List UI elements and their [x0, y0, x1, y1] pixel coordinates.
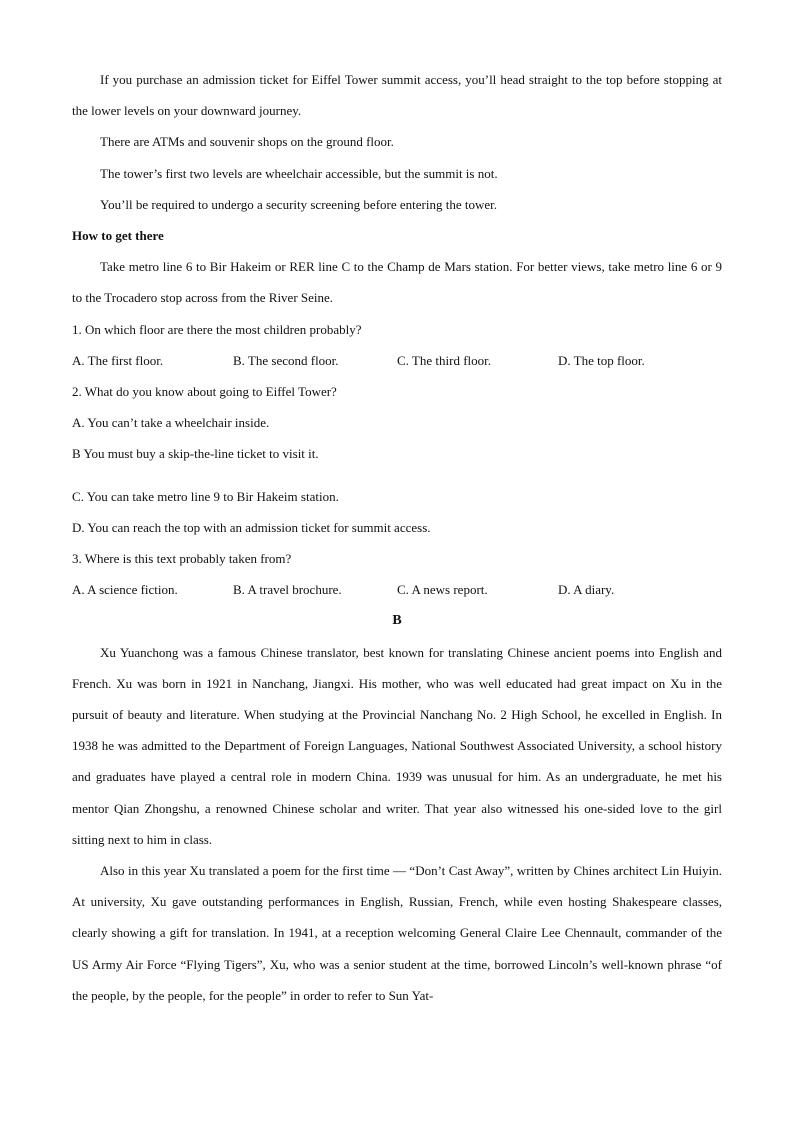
- paragraph-b1-xu-yuanchong: Xu Yuanchong was a famous Chinese translator, best known for translating Chinese ancient poems into English and French. Xu was born in 1921 in Nanchang, Jiangxi. His mother, who was well educated had great impact on Xu in the pursuit of beauty and literature. When studying at the Provincial Nanchang No. 2 High School, he excelled in English. In 1938 he was admitted to the Department of Foreign Languages, National Southwest Associated University, a school history and graduates have played a central role in modern China. 1939 was unusual for him. As an undergraduate, he met his mentor Qian Zhongshu, a renowned Chinese scholar and writer. That year also witnessed his one-sided love to the girl sitting next to him in class.: [72, 644, 722, 847]
- q1-option-b: B. The second floor.: [233, 352, 339, 368]
- q3-option-a: A. A science fiction.: [72, 582, 178, 598]
- paragraph-summit-access: If you purchase an admission ticket for Eiffel Tower summit access, you’ll head straight to the top before stopping at the lower levels on your downward journey.: [72, 72, 722, 119]
- question-2-stem: 2. What do you know about going to Eiffel Tower?: [72, 384, 337, 400]
- q2-option-d: D. You can reach the top with an admission ticket for summit access.: [72, 519, 431, 535]
- q1-option-d: D. The top floor.: [558, 352, 645, 368]
- intro-line-wheelchair: The tower’s first two levels are wheelchair accessible, but the summit is not.: [100, 165, 498, 181]
- question-3-stem: 3. Where is this text probably taken from?: [72, 551, 292, 567]
- heading-how-to-get-there: How to get there: [72, 228, 164, 244]
- spacer: [72, 470, 722, 481]
- q3-option-b: B. A travel brochure.: [233, 582, 342, 598]
- question-3-options: [72, 574, 722, 605]
- q3-option-d: D. A diary.: [558, 582, 615, 598]
- section-b-title: B: [392, 613, 402, 629]
- q2-option-c: C. You can take metro line 9 to Bir Hakeim station.: [72, 488, 339, 504]
- paragraph-how-to-get-there: Take metro line 6 to Bir Hakeim or RER line C to the Champ de Mars station. For better views, take metro line 6 or 9 to the Trocadero stop across from the River Seine.: [72, 259, 722, 306]
- q3-option-c: C. A news report.: [397, 582, 488, 598]
- q1-option-a: A. The first floor.: [72, 352, 164, 368]
- q2-option-a: A. You can’t take a wheelchair inside.: [72, 415, 270, 431]
- question-1-stem: 1. On which floor are there the most children probably?: [72, 321, 362, 337]
- intro-line-atms: There are ATMs and souvenir shops on the ground floor.: [100, 134, 394, 150]
- q2-option-b: B You must buy a skip-the-line ticket to visit it.: [72, 446, 319, 462]
- question-1-options: [72, 345, 722, 376]
- paragraph-b2-translation: Also in this year Xu translated a poem for the first time — “Don’t Cast Away”, written by Chines architect Lin Huiyin. At university, Xu gave outstanding performances in English, Russian, French, while even hosting Shakespeare classes, clearly showing a gift for translation. In 1941, at a reception welcoming General Claire Lee Chennault, commander of the US Army Air Force “Flying Tigers”, Xu, who was a senior student at the time, borrowed Lincoln’s well-known phrase “of the people, by the people, for the people” in order to refer to Sun Yat-: [72, 863, 722, 1003]
- intro-line-security: You’ll be required to undergo a security screening before entering the tower.: [100, 196, 497, 212]
- q1-option-c: C. The third floor.: [397, 352, 492, 368]
